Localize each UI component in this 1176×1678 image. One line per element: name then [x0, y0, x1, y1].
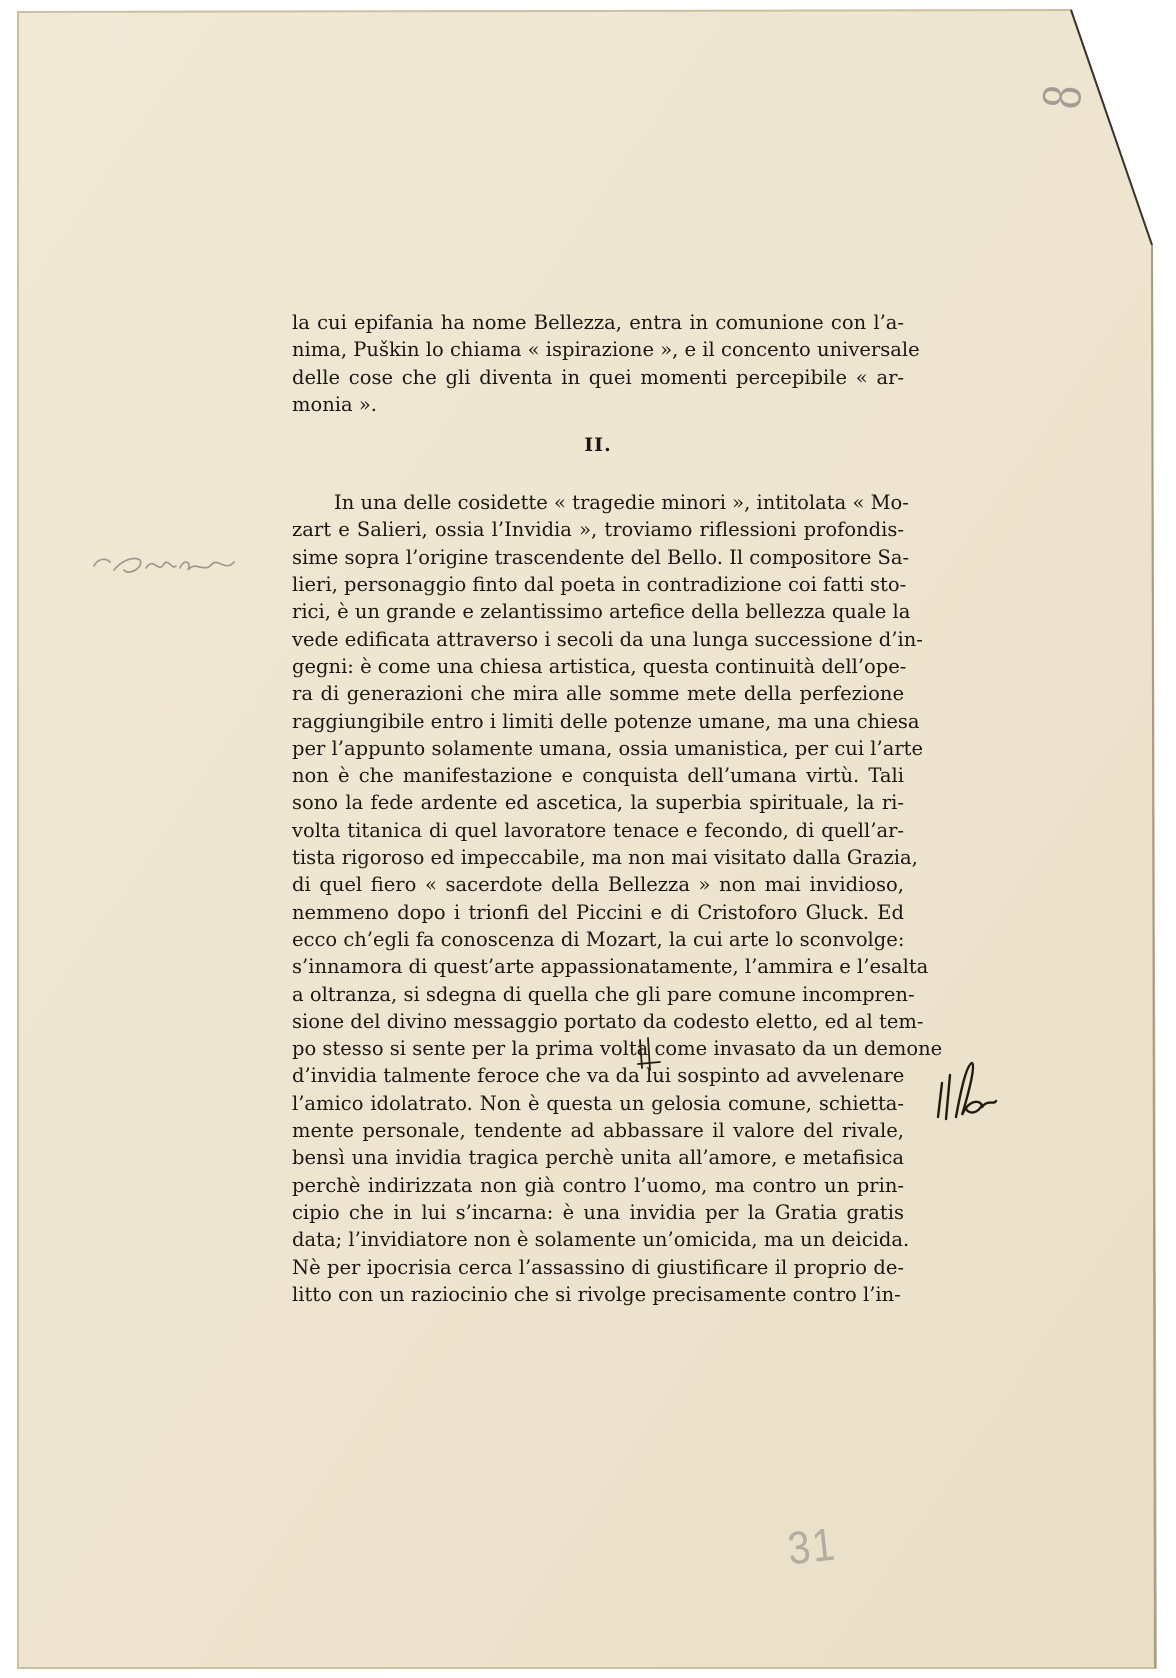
text-line: litto con un raziocinio che si rivolge precisamente contro l’in- — [292, 1282, 901, 1306]
inline-correction-mark — [636, 1034, 666, 1074]
section-heading: II. — [584, 434, 612, 457]
text-line: rici, è un grande e zelantissimo artefice della bellezza quale la — [292, 600, 911, 624]
text-line: sime sopra l’origine trascendente del Bello. Il compositore Sa- — [292, 545, 910, 569]
text-line: zart e Salieri, ossia l’Invidia », troviamo riflessioni profondis- — [292, 518, 904, 542]
text-line: Nè per ipocrisia cerca l’assassino di giustificare il proprio de- — [292, 1255, 904, 1279]
text-line: mente personale, tendente ad abbassare il valore del rivale, — [292, 1119, 904, 1143]
text-line: sione del divino messaggio portato da codesto eletto, ed al tem- — [292, 1009, 924, 1033]
text-line: delle cose che gli diventa in quei momenti percepibile « ar- — [292, 365, 904, 389]
text-line: la cui epifania ha nome Bellezza, entra in comunione con l’a- — [292, 311, 904, 334]
text-line: gegni: è come una chiesa artistica, questa continuità dell’ope- — [292, 654, 907, 678]
text-line: ecco ch’egli fa conoscenza di Mozart, la cui arte lo sconvolge: — [292, 927, 905, 951]
text-line: sono la fede ardente ed ascetica, la superbia spirituale, la ri- — [292, 791, 904, 815]
handwritten-margin-note — [88, 544, 248, 584]
text-line: perchè indirizzata non già contro l’uomo, ma contro un prin- — [292, 1173, 904, 1197]
text-line: nemmeno dopo i trionfi del Piccini e di Cristoforo Gluck. Ed — [292, 900, 904, 924]
handwritten-correction-mark — [932, 1055, 1002, 1125]
text-line: data; l’invidiatore non è solamente un’omicida, ma un deicida. — [292, 1228, 910, 1252]
text-line: s’innamora di quest’arte appassionatamente, l’ammira e l’esalta — [292, 955, 929, 979]
text-line: di quel fiero « sacerdote della Bellezza » non mai invidioso, — [292, 873, 904, 897]
text-line: po stesso si sente per la prima volta come invasato da un demone — [292, 1037, 943, 1061]
pencil-folio-number: 8 — [1031, 82, 1094, 112]
text-line: lieri, personaggio finto dal poeta in contradizione coi fatti sto- — [292, 573, 907, 597]
main-paragraph — [292, 489, 943, 1308]
text-line: cipio che in lui s’incarna: è una invidia per la Gratia gratis — [292, 1200, 904, 1224]
text-line: raggiungibile entro i limiti delle potenze umane, ma una chiesa — [292, 709, 920, 733]
opening-paragraph — [292, 309, 920, 418]
text-line: non è che manifestazione e conquista dell’umana virtù. Tali — [292, 764, 904, 788]
text-line: bensì una invidia tragica perchè unita all’amore, e metafisica — [292, 1146, 904, 1170]
text-line: nima, Puškin lo chiama « ispirazione », e il concento universale — [292, 338, 920, 362]
text-line: vede edificata attraverso i secoli da una lunga successione d’in- — [292, 627, 923, 651]
text-line: a oltranza, si sdegna di quella che gli pare comune incompren- — [292, 982, 915, 1006]
text-line: d’invidia talmente feroce che va da lui sospinto ad avvelenare — [292, 1064, 905, 1088]
body-text — [292, 309, 943, 1308]
text-line: volta titanica di quel lavoratore tenace e fecondo, di quell’ar- — [292, 818, 904, 842]
text-line: l’amico idolatrato. Non è questa un gelosia comune, schietta- — [292, 1091, 904, 1115]
pencil-page-number: 31 — [785, 1519, 839, 1575]
text-line: In una delle cosidette « tragedie minori », intitolata « Mo- — [334, 491, 909, 515]
text-line: per l’appunto solamente umana, ossia umanistica, per cui l’arte — [292, 736, 924, 760]
text-line: monia ». — [292, 392, 377, 416]
text-line: tista rigoroso ed impeccabile, ma non mai visitato dalla Grazia, — [292, 846, 918, 870]
text-line: ra di generazioni che mira alle somme mete della perfezione — [292, 682, 904, 706]
